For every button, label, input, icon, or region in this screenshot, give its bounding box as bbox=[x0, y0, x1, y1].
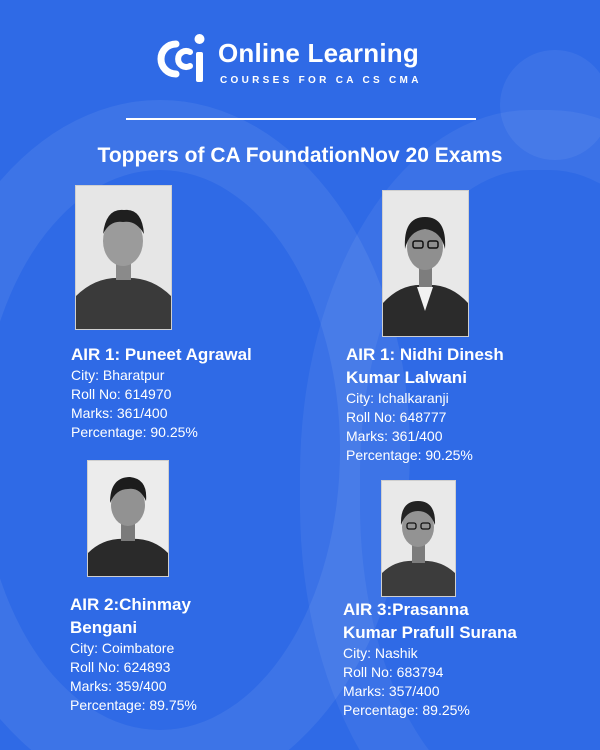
page-title: Toppers of CA FoundationNov 20 Exams bbox=[97, 144, 503, 167]
topper-card-2 bbox=[346, 343, 576, 465]
portrait-image bbox=[383, 191, 468, 336]
topper-roll: Roll No: 614970 bbox=[71, 386, 172, 402]
topper-name-line2: Kumar Prafull Surana bbox=[343, 623, 517, 642]
portrait-image bbox=[382, 481, 455, 596]
topper-photo bbox=[75, 185, 172, 330]
topper-marks: Marks: 359/400 bbox=[70, 678, 167, 694]
topper-city: City: Nashik bbox=[343, 645, 418, 661]
topper-marks: Marks: 361/400 bbox=[71, 405, 168, 421]
topper-roll: Roll No: 624893 bbox=[70, 659, 171, 675]
topper-name: AIR 1: Nidhi Dinesh bbox=[346, 345, 504, 364]
brand-logo bbox=[152, 30, 452, 110]
cci-logo-icon bbox=[152, 30, 212, 90]
topper-marks: Marks: 361/400 bbox=[346, 428, 443, 444]
topper-photo bbox=[381, 480, 456, 597]
topper-photo bbox=[382, 190, 469, 337]
brand-subtitle: COURSES FOR CA CS CMA bbox=[220, 75, 422, 86]
topper-roll: Roll No: 648777 bbox=[346, 409, 447, 425]
topper-percentage: Percentage: 89.75% bbox=[70, 697, 197, 713]
topper-name: AIR 2:Chinmay bbox=[70, 595, 191, 614]
topper-card-4 bbox=[343, 598, 583, 720]
header-divider bbox=[126, 118, 476, 120]
topper-marks: Marks: 357/400 bbox=[343, 683, 440, 699]
topper-percentage: Percentage: 89.25% bbox=[343, 702, 470, 718]
topper-percentage: Percentage: 90.25% bbox=[71, 424, 198, 440]
topper-name: AIR 3:Prasanna bbox=[343, 600, 469, 619]
brand-title: Online Learning bbox=[218, 38, 419, 68]
topper-percentage: Percentage: 90.25% bbox=[346, 447, 473, 463]
topper-name-line2: Bengani bbox=[70, 618, 138, 637]
topper-card-3 bbox=[70, 593, 290, 715]
topper-city: City: Coimbatore bbox=[70, 640, 175, 656]
topper-name-line2: Kumar Lalwani bbox=[346, 368, 467, 387]
topper-name: AIR 1: Puneet Agrawal bbox=[71, 345, 252, 364]
topper-photo bbox=[87, 460, 169, 577]
topper-city: City: Bharatpur bbox=[71, 367, 165, 383]
topper-city: City: Ichalkaranji bbox=[346, 390, 449, 406]
topper-roll: Roll No: 683794 bbox=[343, 664, 444, 680]
topper-card-1 bbox=[71, 343, 291, 442]
portrait-image bbox=[88, 461, 168, 576]
portrait-image bbox=[76, 186, 171, 329]
